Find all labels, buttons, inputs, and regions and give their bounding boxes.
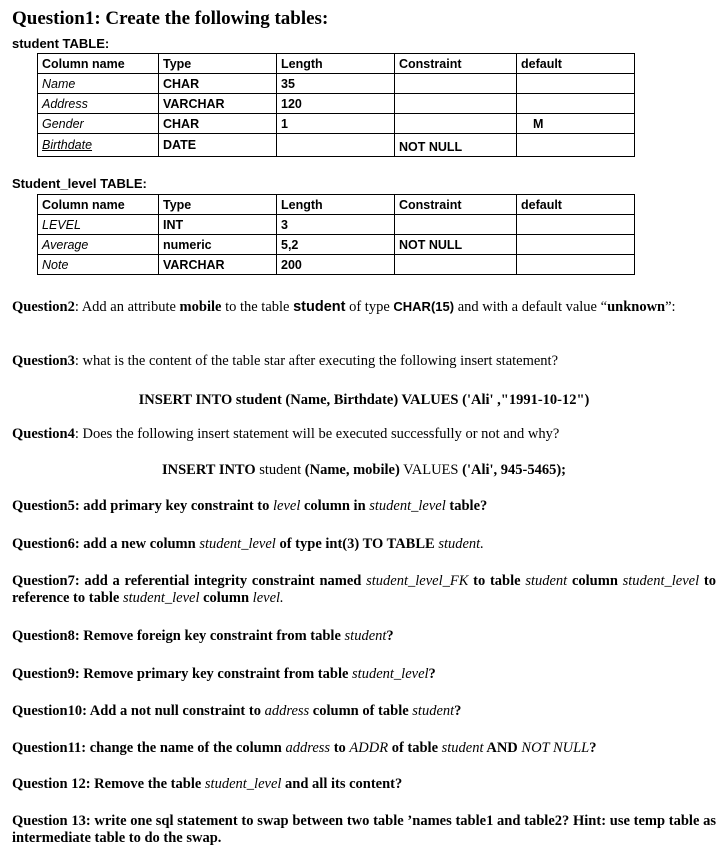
table-row xyxy=(38,235,635,255)
table-row xyxy=(38,215,635,235)
question-text: student xyxy=(412,703,455,719)
table-cell: CHAR xyxy=(159,74,277,94)
question-label: Question4 xyxy=(12,426,75,442)
student-table-label: student TABLE: xyxy=(12,36,110,51)
question-4 xyxy=(12,426,716,443)
table-cell: NOT NULL xyxy=(395,235,517,255)
table-cell: LEVEL xyxy=(38,215,159,235)
table-cell: VARCHAR xyxy=(159,255,277,275)
question-text: Question6: add a new column xyxy=(12,536,200,552)
table-cell xyxy=(517,74,635,94)
question-12 xyxy=(12,776,716,793)
table-cell: 120 xyxy=(277,94,395,114)
question-text: student_level xyxy=(199,536,276,552)
question-text: address xyxy=(264,703,310,719)
table-cell: 5,2 xyxy=(277,235,395,255)
table-cell xyxy=(517,255,635,275)
question-text: student_level xyxy=(622,573,700,589)
question-2 xyxy=(12,298,716,316)
question-text: Question10: Add a not null constraint to xyxy=(12,703,265,719)
table-cell: 1 xyxy=(277,114,395,134)
question-13: Question 13: write one sql statement to swap between two table ’names table1 and table2? Hint: use temp table as intermediate table to do the swap. xyxy=(12,813,716,846)
table-cell: CHAR xyxy=(159,114,277,134)
question-text: address xyxy=(285,740,331,756)
question-text: AND xyxy=(483,740,522,756)
question-text: column xyxy=(567,573,623,589)
table-cell: numeric xyxy=(159,235,277,255)
question-text: Question11: change the name of the column xyxy=(12,740,286,756)
question-text: ? xyxy=(428,666,436,682)
question-text: column in xyxy=(300,498,370,514)
question-text: student_level_FK xyxy=(366,573,469,589)
question-text: ADDR xyxy=(349,740,389,756)
question-text: student xyxy=(525,573,568,589)
table-cell: VARCHAR xyxy=(159,94,277,114)
question-text: and all its content? xyxy=(281,776,403,792)
question-text: : what is the content of the table star after executing the following insert statement? xyxy=(74,353,559,369)
question-text: Question8: Remove foreign key constraint from table xyxy=(12,628,345,644)
student-level-table xyxy=(37,194,635,275)
table-cell xyxy=(395,255,517,275)
header-cell: Length xyxy=(277,54,395,74)
question-3 xyxy=(12,353,716,370)
question-text: NOT NULL xyxy=(521,740,590,756)
question-text: of type int(3) TO TABLE xyxy=(275,536,439,552)
keyword: student xyxy=(293,299,346,315)
question-text: student xyxy=(344,628,387,644)
question-text: and with a default value “ xyxy=(454,299,608,315)
header-cell: default xyxy=(517,195,635,215)
header-cell: Constraint xyxy=(395,54,517,74)
question-text: level. xyxy=(252,590,284,606)
statement-part: student xyxy=(255,462,305,478)
header-cell: Column name xyxy=(38,54,159,74)
table-cell xyxy=(517,134,635,157)
question-text: column of table xyxy=(309,703,413,719)
keyword: unknown xyxy=(607,299,666,315)
question-6 xyxy=(12,536,716,553)
question-text: : Does the following insert statement will be executed successfully or not and why? xyxy=(74,426,560,442)
question-8 xyxy=(12,628,716,645)
question-text: Question5: add primary key constraint to xyxy=(12,498,273,514)
keyword: mobile xyxy=(179,299,222,315)
table-cell xyxy=(517,215,635,235)
table-cell xyxy=(277,134,395,157)
question-text: student_level xyxy=(204,776,282,792)
header-cell: Length xyxy=(277,195,395,215)
table-cell: NOT NULL xyxy=(395,134,517,157)
table-row xyxy=(38,74,635,94)
question-text: of type xyxy=(345,299,394,315)
question-label: Question3 xyxy=(12,353,75,369)
table-row xyxy=(38,134,635,157)
table-header-row xyxy=(38,195,635,215)
header-cell: Column name xyxy=(38,195,159,215)
question-text: student_level xyxy=(352,666,429,682)
question-text: student_level xyxy=(369,498,446,514)
question-label: Question2 xyxy=(12,299,75,315)
insert-statement-1: INSERT INTO student (Name, Birthdate) VALUES ('Ali' ,"1991-10-12") xyxy=(138,392,590,408)
question-11 xyxy=(12,740,716,757)
statement-part: (Name, mobile) xyxy=(304,462,400,478)
table-cell xyxy=(395,215,517,235)
question-text: to reference to table xyxy=(12,573,716,606)
question-text: Question9: Remove primary key constraint from table xyxy=(12,666,353,682)
question-9 xyxy=(12,666,716,683)
table-cell: 200 xyxy=(277,255,395,275)
question-text: to the table xyxy=(221,299,294,315)
question-text: : Add an attribute xyxy=(74,299,180,315)
statement-part: INSERT INTO xyxy=(161,462,256,478)
level-table-label: Student_level TABLE: xyxy=(12,176,147,191)
question-text: ? xyxy=(386,628,394,644)
table-cell: 35 xyxy=(277,74,395,94)
table-cell xyxy=(517,94,635,114)
question-text: to xyxy=(330,740,350,756)
header-cell: Constraint xyxy=(395,195,517,215)
student-table xyxy=(37,53,635,157)
table-cell: INT xyxy=(159,215,277,235)
statement-part: ('Ali', 945-5465); xyxy=(462,462,567,478)
table-row xyxy=(38,94,635,114)
question-text: ? xyxy=(454,703,462,719)
table-cell xyxy=(395,94,517,114)
question-text: student. xyxy=(438,536,484,552)
question-10 xyxy=(12,703,716,720)
table-cell: Average xyxy=(38,235,159,255)
question-text: of table xyxy=(388,740,442,756)
table-cell: Address xyxy=(38,94,159,114)
question-text: student_level xyxy=(122,590,200,606)
insert-statement-2 xyxy=(0,462,728,479)
header-cell: Type xyxy=(159,54,277,74)
statement-part: VALUES xyxy=(399,462,463,478)
table-cell xyxy=(517,235,635,255)
table-cell: Birthdate xyxy=(38,134,159,157)
question-text: student xyxy=(441,740,484,756)
question-7 xyxy=(12,573,716,607)
table-header-row xyxy=(38,54,635,74)
table-cell: Note xyxy=(38,255,159,275)
question-5 xyxy=(12,498,716,515)
question-text: table? xyxy=(445,498,488,514)
table-cell: DATE xyxy=(159,134,277,157)
table-cell: Name xyxy=(38,74,159,94)
header-cell: default xyxy=(517,54,635,74)
page-title: Question1: Create the following tables: xyxy=(12,8,329,29)
question-text: column xyxy=(199,590,253,606)
table-cell: Gender xyxy=(38,114,159,134)
question-text: Question7: add a referential integrity constraint named xyxy=(12,573,367,589)
table-row xyxy=(38,255,635,275)
table-cell xyxy=(395,114,517,134)
header-cell: Type xyxy=(159,195,277,215)
table-cell: M xyxy=(517,114,635,134)
keyword: CHAR(15) xyxy=(393,299,455,314)
question-text: ”: xyxy=(665,299,676,315)
question-text: ? xyxy=(589,740,597,756)
table-row xyxy=(38,114,635,134)
table-cell xyxy=(395,74,517,94)
question-text: level xyxy=(273,498,301,514)
table-cell: 3 xyxy=(277,215,395,235)
question-text: Question 12: Remove the table xyxy=(12,776,205,792)
question-text: to table xyxy=(468,573,526,589)
